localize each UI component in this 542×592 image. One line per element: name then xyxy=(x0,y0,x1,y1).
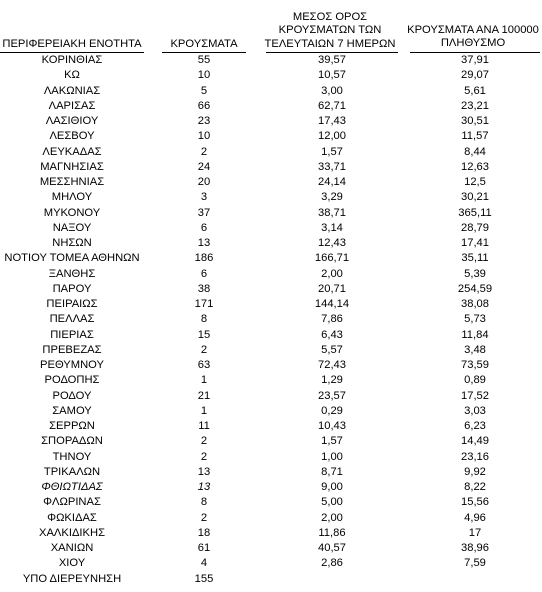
table-row xyxy=(0,84,542,99)
header-region-label: ΠΕΡΙΦΕΡΕΙΑΚΗ ΕΝΟΤΗΤΑ xyxy=(2,38,142,50)
cell-per100k: 38,08 xyxy=(461,298,489,310)
cell-per100k: 3,03 xyxy=(464,404,486,417)
cell-cases: 23 xyxy=(197,115,211,127)
cell-cases: 24 xyxy=(197,160,211,173)
cell-per100k: 6,23 xyxy=(464,420,486,432)
cell-region: ΦΩΚΙΔΑΣ xyxy=(47,511,97,524)
table-row xyxy=(0,145,542,160)
cell-cases: 10 xyxy=(197,130,211,143)
cell-avg7: 7,86 xyxy=(321,313,343,326)
cell-region: ΜΕΣΣΗΝΙΑΣ xyxy=(39,176,105,188)
table-row xyxy=(0,221,542,236)
cell-avg7: 166,71 xyxy=(314,252,350,265)
table-row xyxy=(0,99,542,114)
cell-region: ΧΑΝΙΩΝ xyxy=(50,542,94,554)
table-row xyxy=(0,114,542,129)
cell-region: ΛΑΡΙΣΑΣ xyxy=(48,99,96,112)
cell-region: ΤΗΝΟΥ xyxy=(52,450,92,463)
table-row xyxy=(0,282,542,297)
cell-per100k: 17,52 xyxy=(461,389,489,402)
cell-per100k: 254,59 xyxy=(457,282,493,295)
cell-avg7: 12,43 xyxy=(318,237,346,249)
cell-cases: 20 xyxy=(197,176,211,188)
cell-region: ΜΑΓΝΗΣΙΑΣ xyxy=(40,160,104,173)
cell-region: ΛΕΥΚΑΔΑΣ xyxy=(42,145,102,158)
cell-avg7: 5,00 xyxy=(321,496,343,509)
cell-per100k: 23,21 xyxy=(461,99,489,112)
cell-per100k: 30,51 xyxy=(461,115,489,127)
cell-avg7: 1,57 xyxy=(321,435,343,448)
table-row xyxy=(0,541,542,556)
cell-region: ΠΑΡΟΥ xyxy=(52,282,92,295)
cell-per100k: 3,48 xyxy=(464,343,486,356)
cell-cases: 2 xyxy=(200,450,208,463)
cell-cases: 4 xyxy=(200,557,208,570)
cell-cases: 61 xyxy=(197,542,211,554)
table-row xyxy=(0,251,542,266)
cell-cases: 2 xyxy=(200,343,208,356)
cell-avg7: 1,00 xyxy=(321,450,343,463)
header-avg7-line2: ΚΡΟΥΣΜΑΤΩΝ ΤΩΝ xyxy=(278,24,382,37)
table-row xyxy=(0,450,542,465)
cell-region: ΦΛΩΡΙΝΑΣ xyxy=(43,496,101,509)
cell-region: ΠΕΛΛΑΣ xyxy=(49,313,95,326)
cell-avg7: 2,00 xyxy=(321,267,343,280)
table-row xyxy=(0,419,542,434)
cell-avg7: 8,71 xyxy=(321,465,343,478)
cell-avg7: 3,00 xyxy=(321,84,343,97)
cell-avg7: 33,71 xyxy=(318,160,346,173)
cell-region: ΝΑΞΟΥ xyxy=(52,221,92,234)
cell-region: ΧΙΟΥ xyxy=(58,557,86,570)
cell-cases: 11 xyxy=(198,420,210,432)
cell-avg7: 0,29 xyxy=(321,404,343,417)
cell-per100k: 11,84 xyxy=(461,328,489,341)
table-row xyxy=(0,160,542,175)
table-row xyxy=(0,129,542,144)
table-row xyxy=(0,389,542,404)
cell-per100k: 8,44 xyxy=(464,145,486,158)
cell-region: ΛΕΣΒΟΥ xyxy=(49,130,95,143)
table-row xyxy=(0,511,542,526)
cell-per100k: 37,91 xyxy=(461,54,489,66)
cell-per100k: 29,07 xyxy=(461,69,489,82)
table-row xyxy=(0,465,542,480)
cell-cases: 2 xyxy=(200,145,208,158)
cell-per100k: 7,59 xyxy=(464,557,486,570)
header-avg7 xyxy=(262,11,398,51)
cell-per100k: 0,89 xyxy=(464,374,486,387)
cell-region: ΚΟΡΙΝΘΙΑΣ xyxy=(41,54,103,66)
cell-avg7: 62,71 xyxy=(318,99,346,112)
cell-per100k: 8,22 xyxy=(464,481,486,493)
cell-region: ΝΟΤΙΟΥ ΤΟΜΕΑ ΑΘΗΝΩΝ xyxy=(4,252,140,265)
cell-avg7: 20,71 xyxy=(318,282,346,295)
cell-per100k: 11,57 xyxy=(461,130,489,143)
table-header xyxy=(0,0,542,52)
cell-region: ΥΠΟ ΔΙΕΡΕΥΝΗΣΗ xyxy=(22,572,122,585)
table-row xyxy=(0,312,542,327)
cell-avg7: 72,43 xyxy=(318,359,346,371)
cell-cases: 8 xyxy=(200,496,208,509)
cell-region: ΠΕΙΡΑΙΩΣ xyxy=(46,298,98,310)
cell-per100k: 9,92 xyxy=(464,465,486,478)
cell-region: ΛΑΚΩΝΙΑΣ xyxy=(43,84,101,97)
table-row xyxy=(0,434,542,449)
table-row xyxy=(0,297,542,312)
cell-region: ΣΠΟΡΑΔΩΝ xyxy=(41,435,103,448)
header-per100k-line1: ΚΡΟΥΣΜΑΤΑ ΑΝΑ 100000 xyxy=(407,24,539,36)
table-row xyxy=(0,526,542,541)
table-row xyxy=(0,556,542,571)
cell-avg7: 2,86 xyxy=(321,557,343,570)
table-row xyxy=(0,175,542,190)
cell-cases: 10 xyxy=(197,69,211,82)
cell-region: ΠΡΕΒΕΖΑΣ xyxy=(42,343,102,356)
cell-per100k: 17 xyxy=(468,526,482,539)
cell-cases: 1 xyxy=(200,404,208,417)
cell-cases: 21 xyxy=(197,389,211,402)
cell-region: ΞΑΝΘΗΣ xyxy=(48,267,96,280)
cell-per100k: 35,11 xyxy=(461,252,489,265)
table-row xyxy=(0,53,542,68)
cell-per100k: 5,39 xyxy=(464,267,486,280)
cell-cases: 18 xyxy=(197,526,211,539)
cell-region: ΛΑΣΙΘΙΟΥ xyxy=(45,115,99,127)
cell-cases: 55 xyxy=(197,54,211,66)
cell-region: ΡΕΘΥΜΝΟΥ xyxy=(40,359,104,371)
cell-region: ΣΑΜΟΥ xyxy=(52,404,92,417)
cell-region: ΡΟΔΟΥ xyxy=(52,389,92,402)
table-row xyxy=(0,236,542,251)
cell-cases: 38 xyxy=(197,282,211,295)
cell-avg7: 12,00 xyxy=(318,130,346,143)
cell-per100k: 30,21 xyxy=(461,191,489,204)
cell-per100k: 5,73 xyxy=(464,313,486,326)
cell-region: ΜΥΚΟΝΟΥ xyxy=(43,206,101,219)
cell-cases: 5 xyxy=(200,84,208,97)
header-per100k-line2: ΠΛΗΘΥΣΜΟ xyxy=(440,37,506,50)
cell-per100k: 15,56 xyxy=(461,496,489,509)
cell-cases: 37 xyxy=(197,206,211,219)
cell-per100k: 12,63 xyxy=(461,160,489,173)
cell-avg7: 10,43 xyxy=(318,420,346,432)
table-row xyxy=(0,572,542,587)
cell-region: ΝΗΣΩΝ xyxy=(52,237,92,249)
cell-cases: 15 xyxy=(197,328,211,341)
cell-avg7: 144,14 xyxy=(314,298,350,310)
cell-per100k: 38,96 xyxy=(461,542,489,554)
cell-region: ΡΟΔΟΠΗΣ xyxy=(44,374,100,387)
cell-avg7: 1,57 xyxy=(321,145,343,158)
header-per100k xyxy=(406,24,540,51)
cell-region: ΜΗΛΟΥ xyxy=(51,191,93,204)
cell-per100k: 17,41 xyxy=(461,237,489,249)
cell-avg7: 10,57 xyxy=(318,69,346,82)
table-row xyxy=(0,190,542,205)
header-cases-label: ΚΡΟΥΣΜΑΤΑ xyxy=(170,38,238,50)
cell-per100k: 73,59 xyxy=(461,359,489,371)
table-row xyxy=(0,495,542,510)
cell-cases: 186 xyxy=(194,252,214,265)
cell-avg7: 24,14 xyxy=(318,176,346,188)
cell-per100k: 365,11 xyxy=(458,206,492,219)
cell-cases: 66 xyxy=(197,99,211,112)
cell-avg7: 17,43 xyxy=(318,115,346,127)
cell-cases: 13 xyxy=(197,481,211,493)
cell-cases: 6 xyxy=(200,221,208,234)
cell-avg7: 3,14 xyxy=(321,221,343,234)
header-avg7-line1: ΜΕΣΟΣ ΟΡΟΣ xyxy=(292,11,368,23)
cell-avg7: 39,57 xyxy=(318,54,346,66)
table-row xyxy=(0,343,542,358)
table-row xyxy=(0,68,542,83)
table-row xyxy=(0,267,542,282)
header-cases xyxy=(162,38,246,51)
cell-cases: 13 xyxy=(197,237,211,249)
cell-per100k: 23,16 xyxy=(461,450,489,463)
cell-avg7: 11,86 xyxy=(318,526,346,539)
cell-cases: 2 xyxy=(200,435,208,448)
cell-cases: 63 xyxy=(197,359,211,371)
cell-avg7: 9,00 xyxy=(321,481,343,493)
cell-avg7: 40,57 xyxy=(318,542,346,554)
header-avg7-line3: ΤΕΛΕΥΤΑΙΩΝ 7 ΗΜΕΡΩΝ xyxy=(264,37,396,50)
cell-region: ΠΙΕΡΙΑΣ xyxy=(50,328,94,341)
header-region xyxy=(0,38,144,51)
cell-cases: 8 xyxy=(200,313,208,326)
table-row xyxy=(0,480,542,495)
table-body xyxy=(0,53,542,587)
cell-avg7: 3,29 xyxy=(321,191,343,204)
cell-region: ΚΩ xyxy=(64,69,80,82)
cell-per100k: 5,61 xyxy=(464,84,486,97)
cell-cases: 1 xyxy=(200,374,208,387)
table-row xyxy=(0,404,542,419)
cell-cases: 155 xyxy=(194,572,214,585)
cell-avg7: 2,00 xyxy=(321,511,343,524)
cell-region: ΧΑΛΚΙΔΙΚΗΣ xyxy=(38,526,105,539)
cell-per100k: 4,96 xyxy=(464,511,486,524)
cell-per100k: 12,5 xyxy=(464,176,486,188)
cell-per100k: 28,79 xyxy=(461,221,489,234)
cell-avg7: 5,57 xyxy=(321,343,343,356)
cell-cases: 2 xyxy=(200,511,208,524)
cell-avg7: 1,29 xyxy=(321,374,343,387)
cell-per100k: 14,49 xyxy=(461,435,489,448)
table-row xyxy=(0,373,542,388)
cell-region: ΦΘΙΩΤΙΔΑΣ xyxy=(41,481,103,493)
table-row xyxy=(0,206,542,221)
cell-avg7: 6,43 xyxy=(321,328,343,341)
table-row xyxy=(0,328,542,343)
cell-cases: 6 xyxy=(200,267,208,280)
cell-cases: 13 xyxy=(197,465,211,478)
cell-avg7: 23,57 xyxy=(318,389,346,402)
cell-cases: 3 xyxy=(200,191,208,204)
table-row xyxy=(0,358,542,373)
cell-region: ΤΡΙΚΑΛΩΝ xyxy=(43,465,101,478)
cell-cases: 171 xyxy=(194,298,214,310)
cell-avg7: 38,71 xyxy=(318,206,346,219)
cell-region: ΣΕΡΡΩΝ xyxy=(49,420,95,432)
